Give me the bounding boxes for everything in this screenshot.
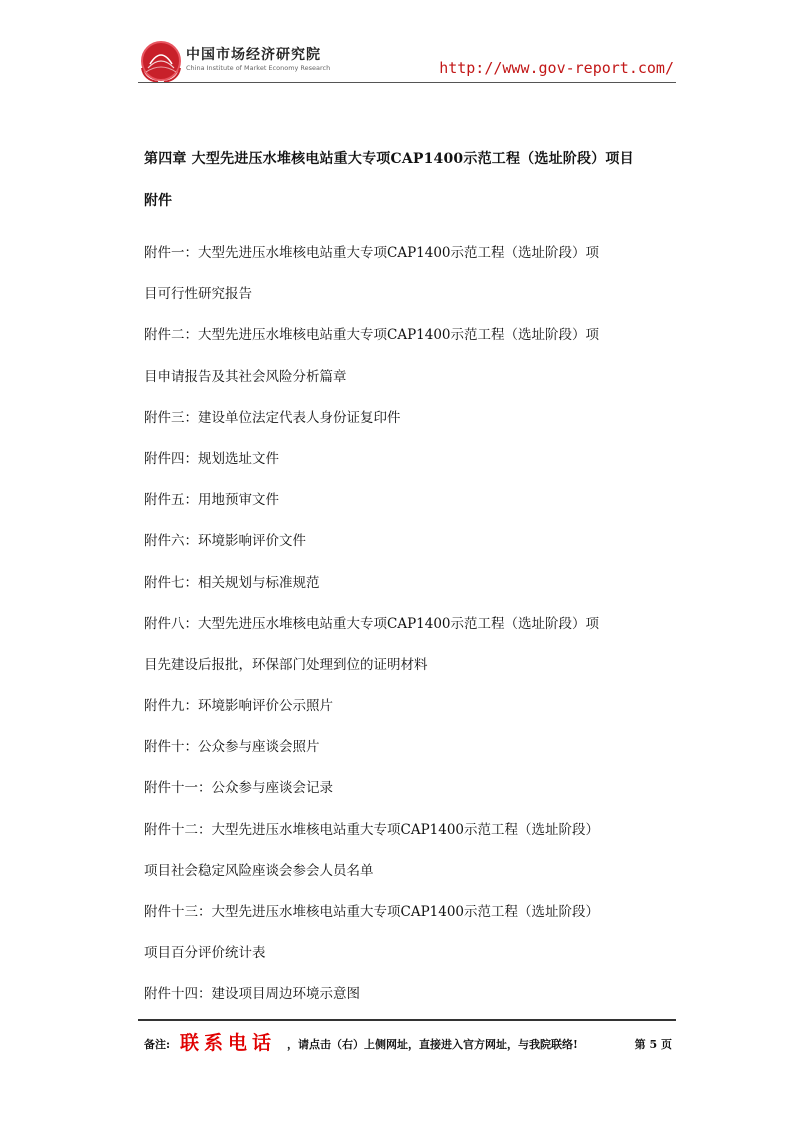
- org-name-cn: 中国市场经济研究院: [186, 47, 321, 63]
- page-number: 第 5 页: [634, 1038, 672, 1051]
- list-line: 目申请报告及其社会风险分析篇章: [144, 368, 347, 385]
- hotline-link[interactable]: 联系电话: [180, 1032, 277, 1054]
- list-line: 项目社会稳定风险座谈会参会人员名单: [144, 862, 374, 879]
- list-line: 目可行性研究报告: [144, 286, 252, 303]
- list-line: 附件四：规划选址文件: [144, 450, 279, 467]
- chapter-title: 第四章 大型先进压水堆核电站重大专项CAP1400示范工程（选址阶段）项目: [144, 151, 634, 167]
- list-line: 目先建设后报批，环保部门处理到位的证明材料: [144, 656, 428, 673]
- list-line: 附件八：大型先进压水堆核电站重大专项CAP1400示范工程（选址阶段）项: [144, 615, 600, 632]
- list-line: 附件五：用地预审文件: [144, 492, 279, 509]
- page-footer: [144, 1026, 676, 1056]
- list-line: 附件七：相关规划与标准规范: [144, 574, 320, 591]
- list-line: 附件十四：建设项目周边环境示意图: [144, 986, 360, 1003]
- list-line: 附件十：公众参与座谈会照片: [144, 739, 320, 756]
- list-line: 附件三：建设单位法定代表人身份证复印件: [144, 409, 401, 426]
- header-divider: [138, 82, 676, 83]
- list-line: 项目百分评价统计表: [144, 945, 266, 962]
- appendix-list: [144, 233, 674, 1016]
- footer-note-text: ，请点击（右）上侧网址，直接进入官方网址，与我院联络!: [287, 1038, 578, 1051]
- site-url-link[interactable]: http://www.gov-report.com/: [439, 59, 674, 77]
- list-line: 附件九：环境影响评价公示照片: [144, 698, 333, 715]
- appendix-heading: 附件: [144, 193, 172, 209]
- footer-divider: [138, 1019, 676, 1021]
- list-line: 附件十三：大型先进压水堆核电站重大专项CAP1400示范工程（选址阶段）: [144, 904, 600, 920]
- list-line: 附件六：环境影响评价文件: [144, 533, 306, 550]
- org-name-en: China Institute of Market Economy Research: [186, 64, 331, 72]
- list-line: 附件二：大型先进压水堆核电站重大专项CAP1400示范工程（选址阶段）项: [144, 327, 600, 344]
- institute-logo-icon: [138, 38, 188, 84]
- list-line: 附件十二：大型先进压水堆核电站重大专项CAP1400示范工程（选址阶段）: [144, 821, 600, 838]
- page-header: [138, 38, 678, 84]
- list-line: 附件十一：公众参与座谈会记录: [144, 780, 333, 797]
- list-line: 附件一：大型先进压水堆核电站重大专项CAP1400示范工程（选址阶段）项: [144, 245, 600, 261]
- footer-note-label: 备注:: [144, 1038, 171, 1051]
